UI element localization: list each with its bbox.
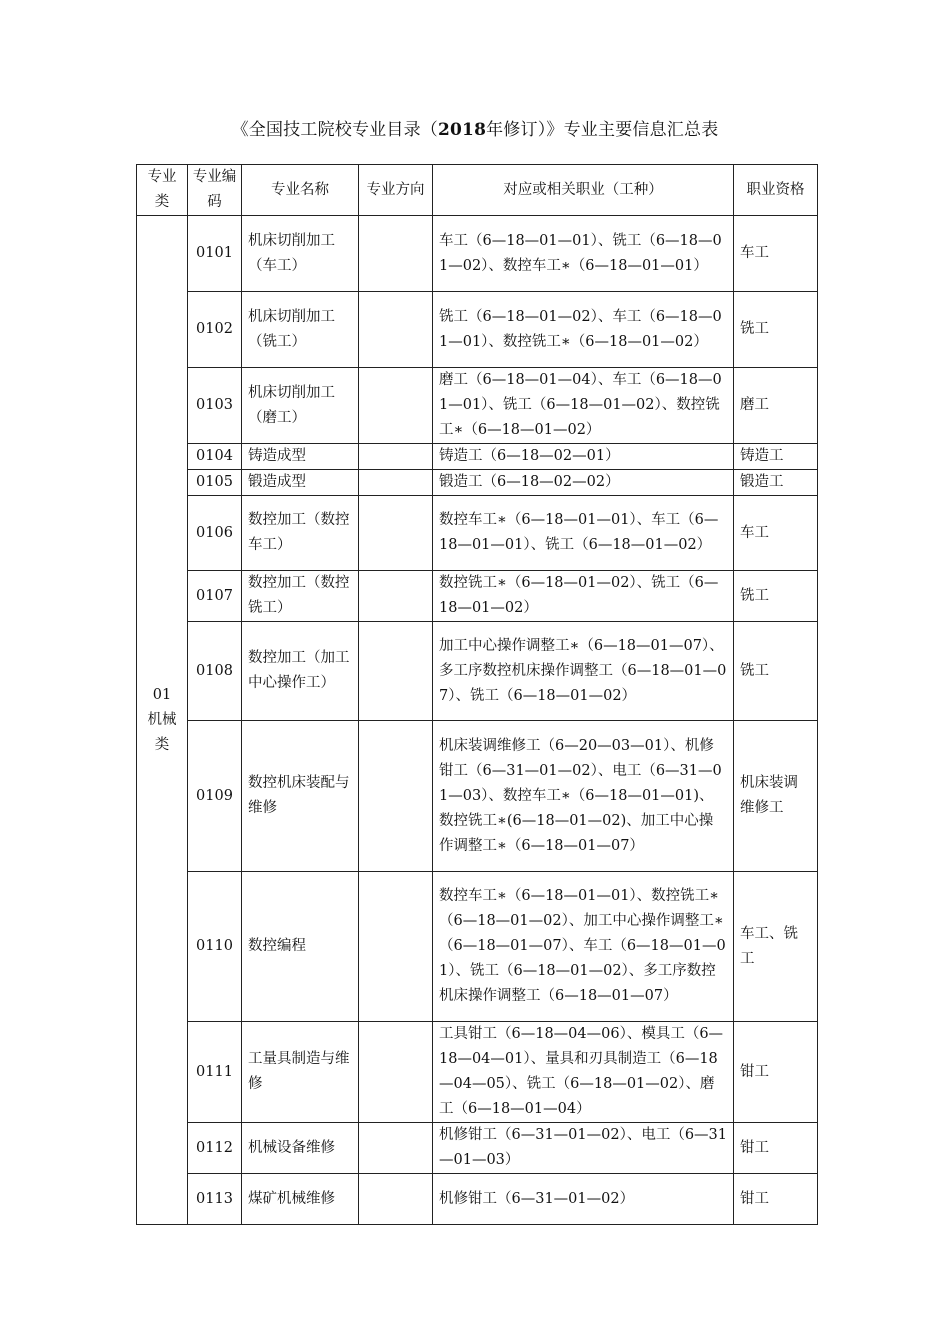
name-cell: 机床切削加工（磨工） <box>242 368 359 444</box>
code-cell: 0101 <box>188 216 242 292</box>
code-cell: 0112 <box>188 1123 242 1174</box>
table-body <box>137 216 818 1225</box>
occupation-cell: 机床装调维修工（6—20—03—01）、机修钳工（6—31—01—02）、电工（6—31—01—03）、数控车工∗（6—18—01—01)、数控铣工∗(6—18—01—02)、加工中心操作调整工∗（6—18—01—07） <box>433 721 734 872</box>
qualification-cell: 车工 <box>734 496 818 571</box>
direction-cell <box>359 872 433 1022</box>
name-cell: 数控加工（数控铣工） <box>242 571 359 622</box>
table-row <box>137 1123 818 1174</box>
direction-cell <box>359 216 433 292</box>
table-row <box>137 872 818 1022</box>
title-suffix: 年修订）》专业主要信息汇总表 <box>486 120 719 140</box>
occupation-cell: 磨工（6—18—01—04）、车工（6—18—01—01）、铣工（6—18—01—02）、数控铣工∗（6—18—01—02） <box>433 368 734 444</box>
direction-cell <box>359 622 433 721</box>
qualification-cell: 机床装调维修工 <box>734 721 818 872</box>
table-row <box>137 1022 818 1123</box>
category-name: 机械类 <box>147 711 177 753</box>
occupation-cell: 数控车工∗（6—18—01—01）、数控铣工∗（6—18—01—02）、加工中心操作调整工∗（6—18—01—07）、车工（6—18—01—01）、铣工（6—18—01—02）、多工序数控机床操作调整工（6—18—01—07） <box>433 872 734 1022</box>
direction-cell <box>359 368 433 444</box>
header-occupation: 对应或相关职业（工种） <box>433 165 734 216</box>
qualification-cell: 铣工 <box>734 571 818 622</box>
occupation-cell: 机修钳工（6—31—01—02） <box>433 1174 734 1225</box>
table-row <box>137 216 818 292</box>
category-cell <box>137 216 188 1225</box>
name-cell: 锻造成型 <box>242 470 359 496</box>
qualification-cell: 锻造工 <box>734 470 818 496</box>
code-cell: 0111 <box>188 1022 242 1123</box>
header-name: 专业名称 <box>242 165 359 216</box>
code-cell: 0113 <box>188 1174 242 1225</box>
name-cell: 煤矿机械维修 <box>242 1174 359 1225</box>
header-row <box>137 165 818 216</box>
code-cell: 0104 <box>188 444 242 470</box>
table-row <box>137 571 818 622</box>
table-row <box>137 368 818 444</box>
name-cell: 铸造成型 <box>242 444 359 470</box>
code-cell: 0110 <box>188 872 242 1022</box>
name-cell: 工量具制造与维修 <box>242 1022 359 1123</box>
qualification-cell: 车工、铣工 <box>734 872 818 1022</box>
table-row <box>137 444 818 470</box>
table-row <box>137 292 818 368</box>
code-cell: 0109 <box>188 721 242 872</box>
category-code: 01 <box>152 686 172 703</box>
code-cell: 0108 <box>188 622 242 721</box>
specialty-info-table <box>136 164 818 1225</box>
qualification-cell: 铣工 <box>734 292 818 368</box>
name-cell: 机床切削加工（铣工） <box>242 292 359 368</box>
name-cell: 数控编程 <box>242 872 359 1022</box>
occupation-cell: 铸造工（6—18—02—01） <box>433 444 734 470</box>
table-row <box>137 496 818 571</box>
name-cell: 机床切削加工（车工） <box>242 216 359 292</box>
direction-cell <box>359 292 433 368</box>
occupation-cell: 机修钳工（6—31—01—02）、电工（6—31—01—03） <box>433 1123 734 1174</box>
table-row <box>137 470 818 496</box>
occupation-cell: 工具钳工（6—18—04—06）、模具工（6—18—04—01）、量具和刃具制造工（6—18—04—05）、铣工（6—18—01—02）、磨工（6—18—01—04） <box>433 1022 734 1123</box>
occupation-cell: 车工（6—18—01—01）、铣工（6—18—01—02）、数控车工∗（6—18—01—01） <box>433 216 734 292</box>
name-cell: 机械设备维修 <box>242 1123 359 1174</box>
qualification-cell: 钳工 <box>734 1174 818 1225</box>
direction-cell <box>359 721 433 872</box>
direction-cell <box>359 1022 433 1123</box>
header-qualification: 职业资格 <box>734 165 818 216</box>
document-title <box>0 115 950 140</box>
direction-cell <box>359 470 433 496</box>
header-direction: 专业方向 <box>359 165 433 216</box>
qualification-cell: 钳工 <box>734 1022 818 1123</box>
table-row <box>137 622 818 721</box>
direction-cell <box>359 496 433 571</box>
header-code: 专业编码 <box>188 165 242 216</box>
name-cell: 数控机床装配与维修 <box>242 721 359 872</box>
qualification-cell: 磨工 <box>734 368 818 444</box>
code-cell: 0107 <box>188 571 242 622</box>
code-cell: 0102 <box>188 292 242 368</box>
direction-cell <box>359 571 433 622</box>
title-year: 2018 <box>437 120 487 140</box>
direction-cell <box>359 444 433 470</box>
direction-cell <box>359 1174 433 1225</box>
occupation-cell: 数控铣工∗（6—18—01—02）、铣工（6—18—01—02） <box>433 571 734 622</box>
code-cell: 0106 <box>188 496 242 571</box>
header-category: 专业类 <box>137 165 188 216</box>
occupation-cell: 锻造工（6—18—02—02） <box>433 470 734 496</box>
qualification-cell: 铸造工 <box>734 444 818 470</box>
qualification-cell: 铣工 <box>734 622 818 721</box>
occupation-cell: 数控车工∗（6—18—01—01）、车工（6—18—01—01）、铣工（6—18—01—02） <box>433 496 734 571</box>
occupation-cell: 加工中心操作调整工∗（6—18—01—07）、多工序数控机床操作调整工（6—18—01—07）、铣工（6—18—01—02） <box>433 622 734 721</box>
occupation-cell: 铣工（6—18—01—02）、车工（6—18—01—01）、数控铣工∗（6—18—01—02） <box>433 292 734 368</box>
code-cell: 0103 <box>188 368 242 444</box>
qualification-cell: 车工 <box>734 216 818 292</box>
qualification-cell: 钳工 <box>734 1123 818 1174</box>
name-cell: 数控加工（加工中心操作工） <box>242 622 359 721</box>
name-cell: 数控加工（数控车工） <box>242 496 359 571</box>
title-prefix: 《全国技工院校专业目录（ <box>231 120 438 140</box>
table-row <box>137 1174 818 1225</box>
table-row <box>137 721 818 872</box>
direction-cell <box>359 1123 433 1174</box>
code-cell: 0105 <box>188 470 242 496</box>
